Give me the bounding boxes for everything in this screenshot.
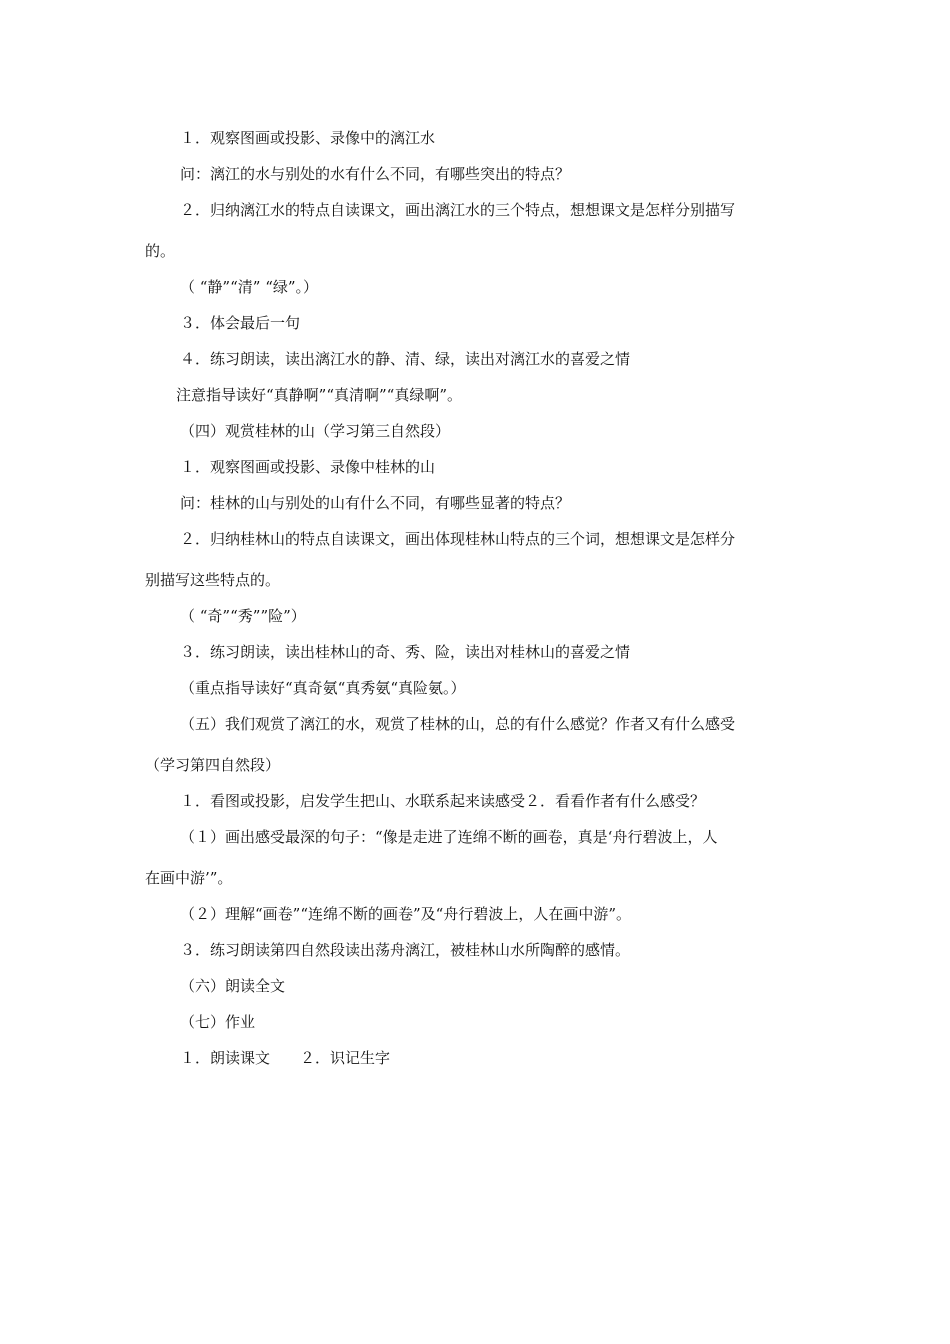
text-line: （１）画出感受最深的句子：“像是走进了连绵不断的画卷，真是‘舟行碧波上，人 [180,828,718,846]
text-line: （２）理解“画卷”“连绵不断的画卷”及“舟行碧波上，人在画中游”。 [180,905,632,923]
text-line: 问：漓江的水与别处的水有什么不同，有哪些突出的特点？ [180,165,571,183]
text-line: １．看图或投影，启发学生把山、水联系起来读感受２．看看作者有什么感受？ [180,792,706,810]
text-line: ３．练习朗读，读出桂林山的奇、秀、险，读出对桂林山的喜爱之情 [180,643,631,661]
text-line: ４．练习朗读，读出漓江水的静、清、绿，读出对漓江水的喜爱之情 [180,350,631,368]
text-line: ３．体会最后一句 [180,314,301,332]
text-line: １．观察图画或投影、录像中桂林的山 [180,458,436,476]
text-line: 问：桂林的山与别处的山有什么不同，有哪些显著的特点？ [180,494,571,512]
text-line: （学习第四自然段） [145,756,281,774]
text-line: ３．练习朗读第四自然段读出荡舟漓江，被桂林山水所陶醉的感情。 [180,941,631,959]
text-line: 的。 [145,242,176,260]
text-line: １．观察图画或投影、录像中的漓江水 [180,129,436,147]
text-line: （ “奇”“秀””险”） [180,607,306,625]
text-line: １．朗读课文 ２．识记生字 [180,1049,391,1067]
text-line: （重点指导读好“真奇氨“真秀氨“真险氨。） [180,679,466,697]
text-line: （ “静”“清” “绿”。） [180,278,319,296]
text-line: ２．归纳漓江水的特点自读课文，画出漓江水的三个特点，想想课文是怎样分别描写 [180,201,736,219]
section-heading: （六）朗读全文 [180,977,286,995]
section-heading: （七）作业 [180,1013,256,1031]
section-heading: （四）观赏桂林的山（学习第三自然段） [180,422,451,440]
text-line: 在画中游’”。 [145,869,233,887]
section-heading: （五）我们观赏了漓江的水，观赏了桂林的山，总的有什么感觉？作者又有什么感受 [180,715,736,733]
text-line: 别描写这些特点的。 [145,571,281,589]
text-line: ２．归纳桂林山的特点自读课文，画出体现桂林山特点的三个词，想想课文是怎样分 [180,530,736,548]
text-line: 注意指导读好“真静啊”“真清啊”“真绿啊”。 [176,386,463,404]
